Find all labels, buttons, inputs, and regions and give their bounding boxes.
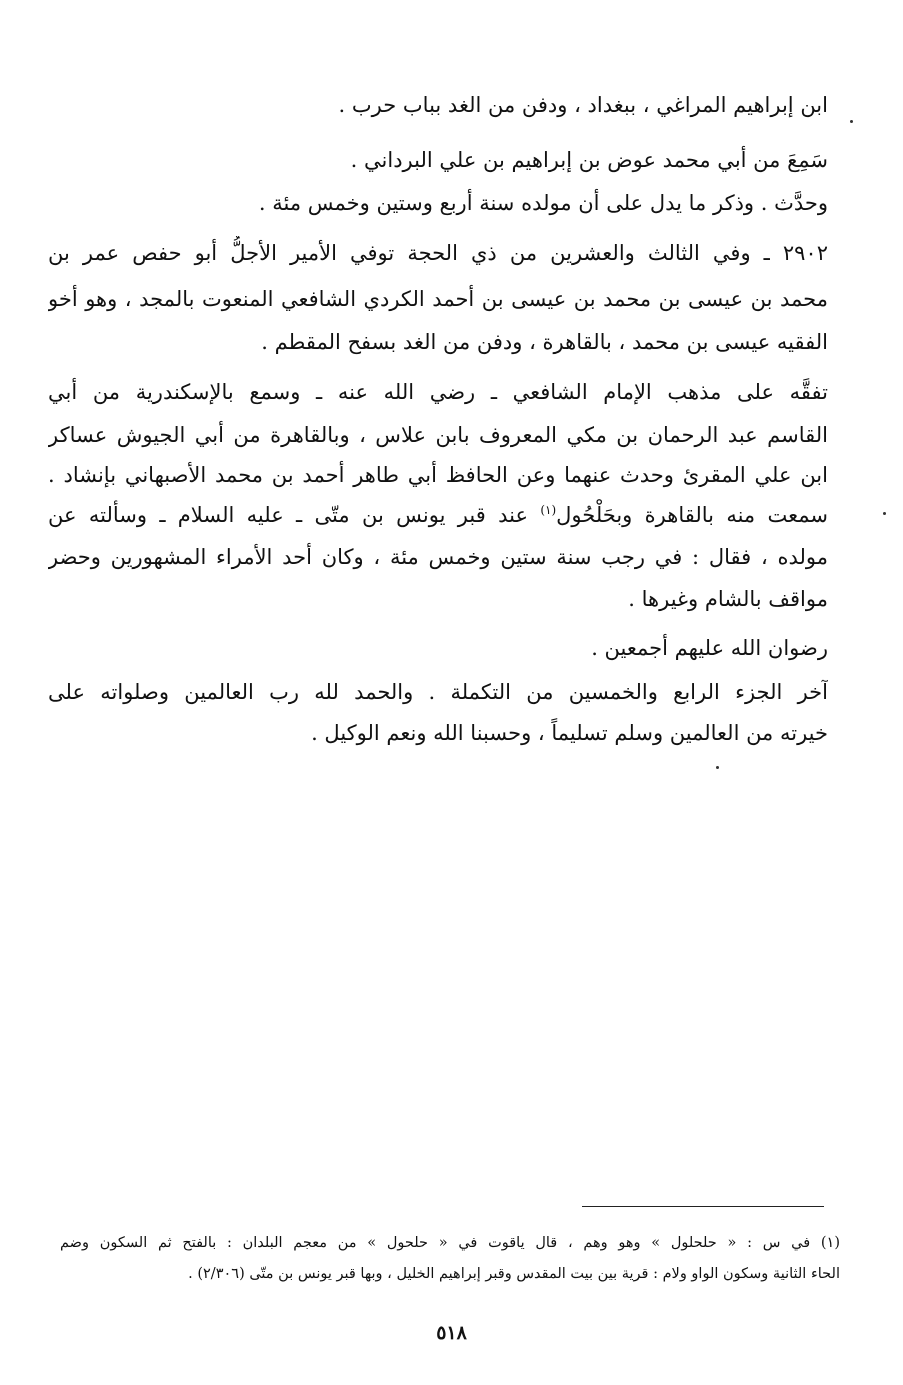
scan-speck [883, 512, 886, 515]
colophon-line: آخر الجزء الرابع والخمسين من التكملة . والحمد لله رب العالمين وصلواته على [48, 680, 828, 704]
text-line: سَمِعَ من أبي محمد عوض بن إبراهيم بن علي البرداني . [350, 148, 828, 172]
text-line: وحدَّث . وذكر ما يدل على أن مولده سنة أربع وستين وخمس مئة . [258, 191, 828, 215]
text-line: ابن إبراهيم المراغي ، ببغداد ، ودفن من الغد بباب حرب . [338, 93, 828, 117]
colophon-line: خيرته من العالمين وسلم تسليماً ، وحسبنا الله ونعم الوكيل . [311, 721, 828, 745]
footnote-separator [582, 1206, 824, 1207]
text-line: مولده ، فقال : في رجب سنة ستين وخمس مئة ، وكان أحد الأمراء المشهورين وحضر [48, 545, 828, 569]
scan-speck [716, 766, 719, 769]
text-line: الفقيه عيسى بن محمد ، بالقاهرة ، ودفن من الغد بسفح المقطم . [261, 330, 828, 354]
footnote-line: (١) في س : « حلحلول » وهو وهم ، قال ياقوت في « حلحول » من معجم البلدان : بالفتح ثم السكون وضم [60, 1235, 840, 1251]
scan-speck [850, 120, 853, 123]
text-segment: عند قبر يونس بن متّى ـ عليه السلام ـ وسألته عن [48, 503, 528, 527]
entry-heading-line: ٢٩٠٢ ـ وفي الثالث والعشرين من ذي الحجة توفي الأمير الأجلُّ أبو حفص عمر بن [48, 241, 828, 265]
text-segment: سمعت منه بالقاهرة وبحَلْحُول [556, 503, 828, 527]
footnote-reference: (١) [540, 503, 557, 517]
text-line: تفقَّه على مذهب الإمام الشافعي ـ رضي الله عنه ـ وسمع بالإسكندرية من أبي [48, 380, 828, 404]
footnote-line: الحاء الثانية وسكون الواو ولام : قرية بين بيت المقدس وقبر إبراهيم الخليل ، وبها قبر يونس بن متّى (٢/٣٠٦) . [188, 1266, 840, 1282]
text-line: القاسم عبد الرحمان بن مكي المعروف بابن علاس ، وبالقاهرة من أبي الجيوش عساكر [48, 423, 828, 447]
text-line: مواقف بالشام وغيرها . [628, 587, 828, 611]
page-number: ٥١٨ [436, 1322, 467, 1344]
text-line: ابن علي المقرئ وحدث عنهما وعن الحافظ أبي طاهر أحمد بن محمد الأصبهاني بإنشاد . [48, 463, 828, 487]
text-line: محمد بن عيسى بن محمد بن عيسى بن أحمد الكردي الشافعي المنعوت بالمجد ، وهو أخو [48, 287, 828, 311]
text-line-with-footnote-ref [48, 498, 828, 532]
text-line: رضوان الله عليهم أجمعين . [591, 636, 828, 660]
